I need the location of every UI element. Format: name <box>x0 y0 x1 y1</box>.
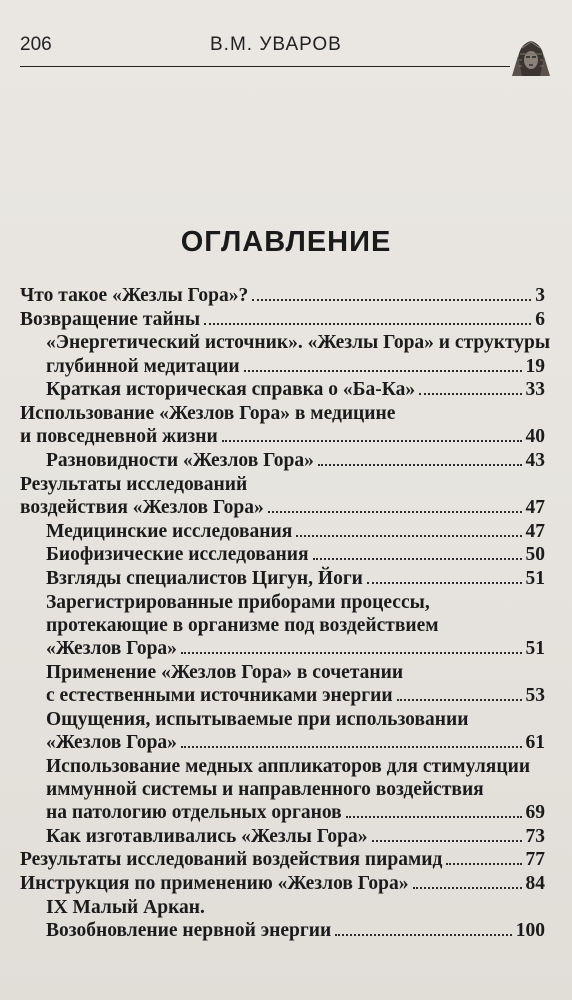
dot-leader <box>413 887 522 889</box>
toc-entry-text: Разновидности «Жезлов Гора» <box>46 449 314 471</box>
toc-entry-text: с естественными источниками энергии <box>46 684 393 706</box>
toc-entry-text: Ощущения, испытываемые при использовании <box>46 708 469 730</box>
dot-leader <box>335 934 512 936</box>
toc-entry-text: Результаты исследований воздействия пирамид <box>20 849 443 871</box>
toc-entry-text: IX Малый Аркан. <box>46 896 205 918</box>
dot-leader <box>252 299 531 301</box>
dot-leader <box>397 699 522 701</box>
toc-page-number: 3 <box>535 285 545 306</box>
toc-page-number: 84 <box>525 873 545 894</box>
toc-entry-text: Результаты исследований <box>20 473 248 495</box>
dot-leader <box>346 816 522 818</box>
toc-entry-text: воздействия «Жезлов Гора» <box>20 496 264 518</box>
page-header <box>20 30 552 70</box>
sphinx-head-icon <box>508 36 554 78</box>
dot-leader <box>222 440 522 442</box>
toc-page-number: 73 <box>525 825 545 847</box>
toc-page-number: 53 <box>525 684 545 706</box>
toc-entry-text: Биофизические исследования <box>46 544 309 566</box>
toc-page-number: 51 <box>525 567 545 589</box>
toc-entry-text: Как изготавливались «Жезлы Гора» <box>46 825 368 847</box>
dot-leader <box>181 746 522 748</box>
toc-entry-text: Зарегистрированные приборами процессы, <box>46 591 430 613</box>
toc-entry-text: Использование «Жезлов Гора» в медицине <box>20 403 396 424</box>
toc-entry-text: «Жезлов Гора» <box>46 637 177 659</box>
toc-entry-text: Использование медных аппликаторов для стимуляции <box>46 755 531 777</box>
toc-page-number: 47 <box>525 496 545 518</box>
running-head: В.М. УВАРОВ <box>210 34 342 55</box>
dot-leader <box>367 582 522 584</box>
toc-entry-text: и повседневной жизни <box>20 426 218 448</box>
toc-entry-text: на патологию отдельных органов <box>46 801 342 823</box>
dot-leader <box>296 535 521 537</box>
dot-leader <box>244 370 522 372</box>
page-number: 206 <box>20 34 52 55</box>
toc-page-number: 19 <box>525 355 545 377</box>
toc-entry-text: глубинной медитации <box>46 355 240 377</box>
toc-entry-text: Инструкция по применению «Жезлов Гора» <box>20 873 409 894</box>
toc-page-number: 51 <box>525 637 545 659</box>
toc-entry-text: «Энергетический источник». «Жезлы Гора» и структуры <box>46 332 551 354</box>
toc-entry-text: Возвращение тайны <box>20 308 201 330</box>
dot-leader <box>181 652 522 654</box>
toc-page-number: 61 <box>525 731 545 753</box>
dot-leader <box>419 393 521 395</box>
toc-entry-text: Взгляды специалистов Цигун, Йоги <box>46 567 363 589</box>
show-through-text <box>250 88 254 104</box>
toc-entry-text: Что такое «Жезлы Гора»? <box>20 285 249 306</box>
dot-leader <box>318 464 522 466</box>
dot-leader <box>268 511 522 513</box>
toc-page-number: 43 <box>525 449 545 471</box>
contents-title: ОГЛАВЛЕНИЕ <box>180 226 392 258</box>
dot-leader <box>313 558 522 560</box>
toc-page-number: 77 <box>525 849 545 871</box>
toc-page-number: 69 <box>525 801 545 823</box>
dot-leader <box>446 863 521 865</box>
toc-entry-text: протекающие в организме под воздействием <box>46 614 439 636</box>
toc-entry-text: Возобновление нервной энергии <box>46 919 332 941</box>
toc-page-number: 40 <box>525 426 545 448</box>
toc-page-number: 47 <box>525 520 545 542</box>
toc-page-number: 100 <box>515 919 545 941</box>
header-rule <box>20 66 510 67</box>
toc-entry-text: Медицинские исследования <box>46 520 293 542</box>
toc-entry-text: иммунной системы и направленного воздействия <box>46 778 484 800</box>
dot-leader <box>372 840 522 842</box>
toc-page-number: 50 <box>525 544 545 566</box>
dot-leader <box>204 323 531 325</box>
toc-entry-text: Применение «Жезлов Гора» в сочетании <box>46 661 404 683</box>
toc-entry-text: «Жезлов Гора» <box>46 731 177 753</box>
toc-page-number: 6 <box>535 308 545 330</box>
toc-page-number: 33 <box>525 379 545 401</box>
toc-entry-text: Краткая историческая справка о «Ба-Ка» <box>46 379 416 401</box>
